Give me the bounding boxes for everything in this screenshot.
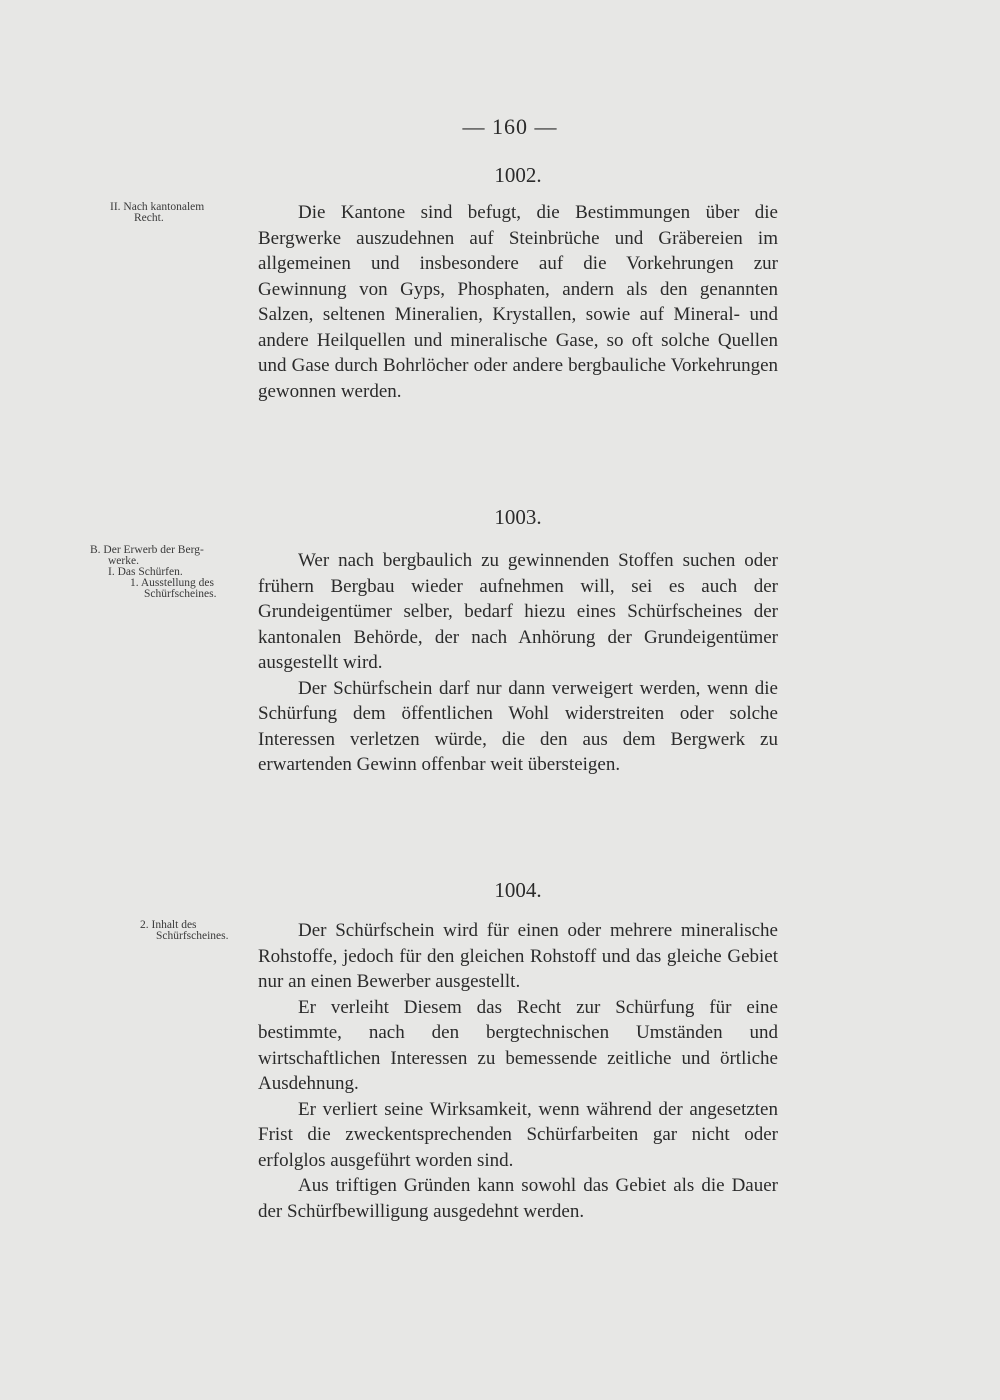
article-body-1004	[258, 918, 778, 1224]
sidenote-line: Recht.	[134, 212, 164, 224]
page-number: — 160 —	[462, 114, 558, 139]
article-number-1003: 1003.	[494, 505, 542, 529]
paragraph: Wer nach bergbaulich zu gewinnenden Stoffen suchen oder frühern Bergbau wieder aufnehmen will, sei es auch der Grundeigentümer selber, bedarf hiezu eines Schürfscheines der kantonalen Behörde, der nach Anhörung der Grundeigentümer ausgestellt wird.	[258, 550, 778, 673]
paragraph: Er verleiht Diesem das Recht zur Schürfung für eine bestimmte, nach den bergtechnischen Umständen und wirtschaftlichen Interessen zu bemessende zeitliche und örtliche Ausdehnung.	[258, 996, 778, 1094]
paragraph: Der Schürfschein darf nur dann verweigert werden, wenn die Schürfung dem öffentlichen Wohl widerstreiten oder solche Interessen verletzen würde, die den aus dem Bergwerk zu erwartenden Gewinn offenbar weit übersteigen.	[258, 677, 778, 775]
article-number-1002: 1002.	[494, 163, 542, 187]
paragraph: Er verliert seine Wirksamkeit, wenn während der angesetzten Frist die zweckentsprechenden Schürfarbeiten gar nicht oder erfolglos ausgeführt worden sind.	[258, 1098, 778, 1171]
sidenote-line: I. Das Schürfen.	[108, 566, 183, 578]
sidenote-line: Schürfscheines.	[156, 930, 229, 942]
sidenote-line: Schürfscheines.	[144, 588, 217, 600]
sidenote-1004	[140, 920, 229, 942]
sidenote-line: 2. Inhalt des	[140, 919, 197, 931]
article-number-1004: 1004.	[494, 878, 542, 902]
paragraph: Der Schürfschein wird für einen oder mehrere mineralische Rohstoffe, jedoch für den gleichen Rohstoff und das gleiche Gebiet nur an einen Bewerber ausgestellt.	[258, 920, 778, 992]
sidenote-1002	[110, 202, 204, 224]
sidenote-line: B. Der Erwerb der Berg-	[90, 544, 204, 556]
sidenote-line: II. Nach kantonalem	[110, 201, 205, 213]
paragraph: Die Kantone sind befugt, die Bestimmungen über die Bergwerke auszudehnen auf Steinbrüche und Gräbereien im allgemeinen und insbesondere auf die Vorkehrungen zur Gewinnung von Gyps, Phosphaten, andern als den genannten Salzen, seltenen Mineralien, Krystallen, sowie auf Mineral- und andere Heilquellen und mineralische Gase, so oft solche Quellen und Gase durch Bohrlöcher oder andere bergbauliche Vorkehrungen gewonnen werden.	[258, 202, 778, 402]
sidenote-1003	[90, 545, 217, 600]
article-body-1003	[258, 548, 778, 778]
article-body-1002	[258, 200, 778, 404]
sidenote-line: 1. Ausstellung des	[130, 577, 215, 589]
paragraph: Aus triftigen Gründen kann sowohl das Gebiet als die Dauer der Schürfbewilligung ausgedehnt werden.	[258, 1175, 778, 1222]
sidenote-line: werke.	[108, 555, 139, 567]
